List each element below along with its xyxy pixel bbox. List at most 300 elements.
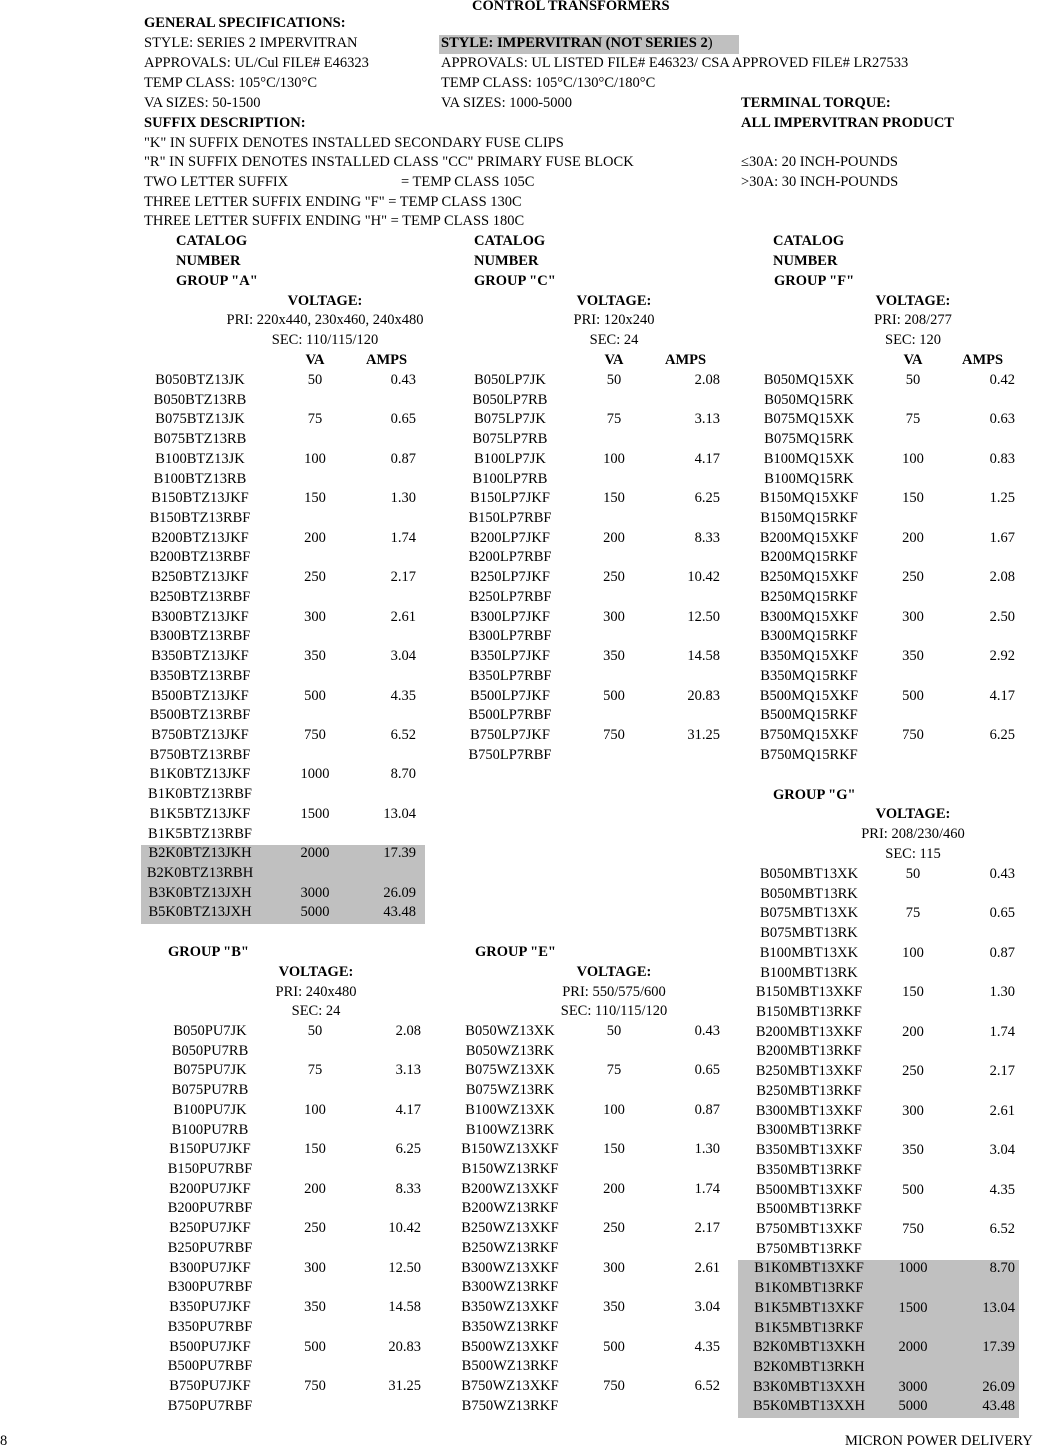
table-row — [0, 785, 1045, 805]
amps-value: 13.04 — [982, 1299, 1015, 1316]
amps-value: 3.13 — [395, 1062, 421, 1079]
table-row — [0, 865, 1045, 885]
torque-line-1: ≤30A: 20 INCH-POUNDS — [741, 154, 898, 170]
table-row — [0, 608, 1045, 628]
va-value: 350 — [603, 648, 625, 665]
spec-right-va: VA SIZES: 1000-5000 — [441, 95, 573, 111]
amps-value: 4.17 — [694, 450, 720, 467]
amps-value: 31.25 — [687, 726, 720, 743]
table-row — [0, 844, 1045, 864]
catalog-number: B1K0BTZ13RBF — [148, 786, 252, 803]
catalog-number: B075MQ15XK — [763, 411, 855, 428]
catalog-number: B350MQ15RKF — [760, 667, 858, 684]
table-row — [0, 1397, 1045, 1417]
va-value: 200 — [304, 529, 326, 546]
va-value: 300 — [603, 608, 625, 625]
amps-value: 0.63 — [989, 411, 1015, 428]
table-row — [0, 1219, 1045, 1239]
catalog-number: B300LP7JKF — [470, 608, 550, 625]
catalog-number: B750MQ15RKF — [760, 746, 858, 763]
amps-value: 2.08 — [989, 569, 1015, 586]
table-row — [0, 568, 1045, 588]
catalog-number: B750MQ15XKF — [759, 726, 859, 743]
table-row — [0, 627, 1045, 647]
catalog-number: B250WZ13XKF — [461, 1220, 559, 1237]
group-c-sec: SEC: 24 — [589, 332, 639, 348]
catalog-number: B750PU7JKF — [169, 1377, 251, 1394]
table-row — [0, 667, 1045, 687]
catalog-number: B500LP7RBF — [468, 707, 552, 724]
voltage-label-g: VOLTAGE: — [875, 806, 951, 822]
catalog-number: B350LP7JKF — [470, 648, 550, 665]
va-value: 3000 — [300, 884, 330, 901]
va-value: 750 — [304, 1377, 326, 1394]
catalog-number: B200LP7JKF — [470, 529, 550, 546]
amps-value: 6.25 — [989, 726, 1015, 743]
group-g-pri: PRI: 208/230/460 — [861, 826, 965, 842]
catalog-number: B100MQ15XK — [763, 450, 855, 467]
table-row — [0, 1022, 1045, 1042]
catalog-number: B350WZ13RKF — [461, 1318, 559, 1335]
table-row — [0, 529, 1045, 549]
amps-value: 0.87 — [390, 450, 416, 467]
suffix-line-r: "R" IN SUFFIX DENOTES INSTALLED CLASS "CC" PRIMARY FUSE BLOCK — [144, 154, 634, 170]
va-value: 500 — [603, 687, 625, 704]
amps-value: 8.33 — [395, 1180, 421, 1197]
catalog-number: B1K0BTZ13JKF — [149, 766, 251, 783]
va-value: 500 — [902, 687, 924, 704]
catalog-number: B150MBT13RKF — [756, 1004, 862, 1021]
catalog-number: B050LP7JK — [474, 372, 546, 388]
va-value: 150 — [603, 490, 625, 507]
table-row — [0, 765, 1045, 785]
amps-value: 0.65 — [989, 905, 1015, 922]
va-value: 350 — [902, 648, 924, 665]
catalog-number: B100MBT13RK — [760, 964, 858, 981]
amps-value: 2.61 — [989, 1102, 1015, 1119]
va-value: 750 — [902, 726, 924, 743]
va-value: 75 — [606, 411, 622, 428]
va-value: 200 — [603, 529, 625, 546]
catalog-number: B750BTZ13JKF — [151, 726, 249, 743]
voltage-label-e: VOLTAGE: — [576, 964, 652, 980]
group-e-label: GROUP "E" — [475, 944, 556, 960]
catalog-number: B150BTZ13JKF — [151, 490, 249, 507]
catalog-number: B2K0MBT13RKH — [753, 1359, 865, 1375]
amps-value: 17.39 — [982, 1339, 1015, 1356]
amps-value: 0.65 — [694, 1062, 720, 1079]
catalog-number: B250LP7JKF — [470, 569, 550, 586]
catalog-number: B200LP7RBF — [468, 549, 552, 566]
catalog-number: B2K0BTZ13RBH — [146, 865, 254, 881]
catalog-number: B250PU7RBF — [167, 1239, 253, 1256]
catalog-number: B075LP7JK — [474, 411, 546, 428]
amps-value: 4.35 — [989, 1181, 1015, 1198]
va-value: 3000 — [898, 1378, 928, 1395]
catalog-number: B150PU7JKF — [169, 1141, 251, 1158]
amps-value: 1.74 — [694, 1180, 720, 1197]
va-value: 200 — [603, 1180, 625, 1197]
amps-value: 2.08 — [395, 1023, 421, 1039]
catalog-number: B750LP7RBF — [468, 746, 552, 763]
amps-value: 1.30 — [989, 984, 1015, 1001]
catalog-number: B350PU7RBF — [167, 1318, 253, 1335]
catalog-number: B750BTZ13RBF — [149, 746, 251, 763]
spec-left-approvals: APPROVALS: UL/Cul FILE# E46323 — [144, 55, 369, 71]
table-row — [0, 687, 1045, 707]
voltage-label-c: VOLTAGE: — [576, 293, 652, 309]
catalog-number: B050WZ13RK — [465, 1042, 555, 1059]
amps-value: 4.35 — [694, 1338, 720, 1355]
catalog-number: B500MQ15RKF — [760, 707, 858, 724]
catalog-number: B075BTZ13RB — [153, 431, 247, 448]
catalog-number: B750LP7JKF — [470, 726, 550, 743]
catalog-number: B250WZ13RKF — [461, 1239, 559, 1256]
va-value: 50 — [606, 1023, 622, 1039]
va-value: 250 — [304, 569, 326, 586]
table-row — [0, 489, 1045, 509]
catalog-number: B300BTZ13JKF — [151, 608, 249, 625]
va-value: 250 — [603, 1220, 625, 1237]
va-header-f: VA — [903, 352, 923, 368]
va-value: 300 — [902, 1102, 924, 1119]
va-value: 100 — [603, 1101, 625, 1118]
catalog-number: B200BTZ13JKF — [151, 529, 249, 546]
catalog-number: B250BTZ13JKF — [151, 569, 249, 586]
amps-value: 2.17 — [989, 1063, 1015, 1080]
catalog-number: B500LP7JKF — [470, 687, 550, 704]
catalog-number: B075WZ13RK — [465, 1082, 555, 1099]
va-value: 750 — [304, 726, 326, 743]
amps-value: 6.25 — [694, 490, 720, 507]
catalog-number: B500MQ15XKF — [759, 687, 859, 704]
catalog-number: B100BTZ13RB — [153, 470, 247, 487]
spec-left-va: VA SIZES: 50-1500 — [144, 95, 261, 111]
amps-value: 1.67 — [989, 529, 1015, 546]
suffix-line-k: "K" IN SUFFIX DENOTES INSTALLED SECONDARY FUSE CLIPS — [144, 135, 564, 151]
amps-value: 26.09 — [982, 1378, 1015, 1395]
table-row — [0, 410, 1045, 430]
va-value: 1000 — [300, 766, 330, 783]
va-value: 50 — [905, 866, 921, 882]
catalog-number: B075PU7JK — [173, 1062, 247, 1079]
catalog-number: B050PU7JK — [173, 1023, 247, 1039]
group-b-label: GROUP "B" — [168, 944, 249, 960]
number-label-a: NUMBER — [176, 253, 241, 269]
table-row — [0, 825, 1045, 845]
va-value: 100 — [304, 450, 326, 467]
amps-value: 12.50 — [388, 1259, 421, 1276]
catalog-number: B200PU7RBF — [167, 1200, 253, 1217]
amps-value: 6.52 — [390, 726, 416, 743]
catalog-number: B350BTZ13JKF — [151, 648, 249, 665]
va-value: 350 — [304, 648, 326, 665]
va-value: 150 — [603, 1141, 625, 1158]
catalog-number: B350MQ15XKF — [759, 648, 859, 665]
table-row — [0, 1121, 1045, 1141]
group-f-label: GROUP "F" — [774, 273, 855, 289]
torque-line-2: >30A: 30 INCH-POUNDS — [741, 174, 899, 190]
catalog-number: B2K0MBT13XKH — [753, 1339, 865, 1356]
catalog-number: B200PU7JKF — [169, 1180, 251, 1197]
catalog-number: B500WZ13XKF — [461, 1338, 559, 1355]
amps-value: 0.43 — [694, 1023, 720, 1039]
catalog-number: B150MQ15XKF — [759, 490, 859, 507]
va-value: 1000 — [898, 1260, 928, 1277]
va-value: 75 — [606, 1062, 622, 1079]
table-row — [0, 371, 1045, 391]
table-row — [0, 904, 1045, 924]
catalog-number: B300PU7RBF — [167, 1279, 253, 1296]
voltage-label-a: VOLTAGE: — [287, 293, 363, 309]
catalog-number: B100LP7RB — [472, 470, 548, 487]
footer-company: MICRON POWER DELIVERY — [845, 1433, 1033, 1449]
catalog-number: B100MBT13XK — [759, 944, 859, 961]
va-value: 200 — [902, 529, 924, 546]
group-e-sec: SEC: 110/115/120 — [560, 1003, 668, 1019]
catalog-number: B1K5BTZ13RBF — [148, 825, 252, 842]
number-label-f: NUMBER — [773, 253, 838, 269]
va-value: 350 — [603, 1299, 625, 1316]
catalog-number: B3K0BTZ13JXH — [148, 884, 252, 901]
amps-value: 8.70 — [989, 1260, 1015, 1277]
catalog-number: B200MQ15XKF — [759, 529, 859, 546]
amps-value: 6.25 — [395, 1141, 421, 1158]
amps-value: 10.42 — [388, 1220, 421, 1237]
amps-value: 6.52 — [694, 1377, 720, 1394]
page-title: CONTROL TRANSFORMERS — [472, 0, 670, 14]
catalog-number: B250MBT13XKF — [755, 1063, 863, 1080]
catalog-number: B350WZ13XKF — [461, 1299, 559, 1316]
va-value: 250 — [304, 1220, 326, 1237]
catalog-number: B500MBT13XKF — [755, 1181, 863, 1198]
table-row — [0, 1140, 1045, 1160]
catalog-number: B1K0MBT13XKF — [754, 1260, 864, 1277]
catalog-number: B350MBT13RKF — [756, 1161, 862, 1178]
amps-header-f: AMPS — [962, 352, 1004, 368]
table-row — [0, 470, 1045, 490]
amps-value: 1.74 — [390, 529, 416, 546]
catalog-number: B150LP7JKF — [470, 490, 550, 507]
table-row — [0, 1160, 1045, 1180]
catalog-number: B750MBT13RKF — [756, 1240, 862, 1257]
spec-left-temp: TEMP CLASS: 105°C/130°C — [144, 75, 318, 91]
catalog-number: B500WZ13RKF — [461, 1358, 559, 1375]
suffix-two-letter: TWO LETTER SUFFIX — [144, 174, 289, 190]
table-row — [0, 548, 1045, 568]
table-row — [0, 1298, 1045, 1318]
amps-value: 2.50 — [989, 608, 1015, 625]
table-row — [0, 1338, 1045, 1358]
table-row — [0, 430, 1045, 450]
va-value: 50 — [307, 1023, 323, 1039]
spec-right-temp: TEMP CLASS: 105°C/130°C/180°C — [441, 75, 656, 91]
catalog-number: B075MBT13XK — [759, 905, 859, 922]
catalog-number: B075MBT13RK — [760, 925, 858, 942]
va-value: 250 — [603, 569, 625, 586]
amps-value: 0.65 — [390, 411, 416, 428]
catalog-number: B1K5MBT13RKF — [754, 1319, 864, 1336]
va-value: 300 — [902, 608, 924, 625]
va-value: 100 — [902, 944, 924, 961]
catalog-number: B750WZ13XKF — [461, 1377, 559, 1394]
table-row — [0, 964, 1045, 984]
catalog-number: B100PU7RB — [171, 1121, 249, 1138]
catalog-number: B050BTZ13RB — [153, 391, 247, 408]
va-value: 500 — [902, 1181, 924, 1198]
catalog-number: B200MQ15RKF — [760, 549, 858, 566]
va-value: 75 — [307, 1062, 323, 1079]
va-value: 200 — [304, 1180, 326, 1197]
catalog-number: B150MQ15RKF — [760, 510, 858, 527]
table-row — [0, 1259, 1045, 1279]
table-row — [0, 983, 1045, 1003]
catalog-number: B300MBT13XKF — [755, 1102, 863, 1119]
catalog-number: B300MQ15RKF — [760, 628, 858, 645]
group-f-pri: PRI: 208/277 — [874, 312, 952, 328]
va-value: 50 — [307, 372, 323, 388]
table-row — [0, 1318, 1045, 1338]
amps-value: 1.74 — [989, 1023, 1015, 1040]
general-specs-heading: GENERAL SPECIFICATIONS: — [144, 15, 346, 31]
catalog-number: B100WZ13XK — [465, 1101, 555, 1118]
va-value: 300 — [603, 1259, 625, 1276]
va-value: 2000 — [300, 845, 330, 862]
table-row — [0, 1278, 1045, 1298]
amps-value: 8.33 — [694, 529, 720, 546]
catalog-number: B200MBT13RKF — [756, 1043, 862, 1060]
catalog-number: B150WZ13RKF — [461, 1161, 559, 1178]
amps-value: 2.61 — [390, 608, 416, 625]
table-row — [0, 1042, 1045, 1062]
catalog-number: B300LP7RBF — [468, 628, 552, 645]
catalog-number: B250PU7JKF — [169, 1220, 251, 1237]
amps-value: 1.25 — [989, 490, 1015, 507]
table-row — [0, 1101, 1045, 1121]
table-row — [0, 391, 1045, 411]
group-a-pri: PRI: 220x440, 230x460, 240x480 — [226, 312, 424, 328]
va-value: 1500 — [898, 1299, 928, 1316]
va-value: 300 — [304, 608, 326, 625]
va-value: 500 — [304, 687, 326, 704]
group-f-sec: SEC: 120 — [885, 332, 941, 348]
amps-value: 0.42 — [989, 372, 1015, 388]
va-value: 100 — [304, 1101, 326, 1118]
catalog-number: B100LP7JK — [474, 450, 546, 467]
catalog-label-c: CATALOG — [474, 233, 546, 249]
catalog-number: B750PU7RBF — [167, 1397, 253, 1414]
catalog-label-f: CATALOG — [773, 233, 845, 249]
catalog-label-a: CATALOG — [176, 233, 248, 249]
va-value: 150 — [902, 490, 924, 507]
va-value: 500 — [304, 1338, 326, 1355]
table-row — [0, 509, 1045, 529]
va-value: 350 — [304, 1299, 326, 1316]
catalog-number: B300PU7JKF — [169, 1259, 251, 1276]
catalog-number: B150LP7RBF — [468, 510, 552, 527]
catalog-number: B1K5BTZ13JKF — [149, 805, 251, 822]
page-number: 8 — [0, 1433, 8, 1449]
catalog-number: B350LP7RBF — [468, 667, 552, 684]
group-c-pri: PRI: 120x240 — [573, 312, 655, 328]
va-value: 150 — [902, 984, 924, 1001]
va-value: 300 — [304, 1259, 326, 1276]
va-header-c: VA — [604, 352, 624, 368]
group-e-pri: PRI: 550/575/600 — [562, 984, 666, 1000]
catalog-number: B2K0BTZ13JKH — [148, 845, 252, 862]
catalog-number: B050MQ15XK — [763, 372, 855, 388]
table-row — [0, 726, 1045, 746]
catalog-number: B100PU7JK — [173, 1101, 247, 1118]
amps-header-a: AMPS — [366, 352, 408, 368]
table-row — [0, 805, 1045, 825]
suffix-three-f: THREE LETTER SUFFIX ENDING "F" = TEMP CLASS 130C — [144, 194, 522, 210]
va-value: 750 — [603, 1377, 625, 1394]
amps-value: 4.17 — [989, 687, 1015, 704]
amps-value: 26.09 — [383, 884, 416, 901]
va-value: 5000 — [300, 904, 330, 921]
table-row — [0, 1003, 1045, 1023]
group-a-sec: SEC: 110/115/120 — [271, 332, 379, 348]
table-row — [0, 1199, 1045, 1219]
amps-value: 0.87 — [989, 944, 1015, 961]
table-row — [0, 647, 1045, 667]
amps-header-c: AMPS — [665, 352, 707, 368]
catalog-number: B750MBT13XKF — [755, 1220, 863, 1237]
catalog-number: B500MBT13RKF — [756, 1201, 862, 1218]
group-a-label: GROUP "A" — [176, 273, 258, 289]
catalog-number: B075WZ13XK — [465, 1062, 555, 1079]
catalog-number: B200BTZ13RBF — [149, 549, 251, 566]
amps-value: 14.58 — [687, 648, 720, 665]
amps-value: 2.08 — [694, 372, 720, 388]
amps-value: 6.52 — [989, 1220, 1015, 1237]
catalog-number: B200WZ13RKF — [461, 1200, 559, 1217]
group-g-sec: SEC: 115 — [885, 846, 941, 862]
va-value: 100 — [603, 450, 625, 467]
va-value: 150 — [304, 490, 326, 507]
va-value: 75 — [905, 905, 921, 922]
suffix-three-h: THREE LETTER SUFFIX ENDING "H" = TEMP CLASS 180C — [144, 213, 525, 229]
amps-value: 13.04 — [383, 805, 416, 822]
amps-value: 2.17 — [390, 569, 416, 586]
catalog-number: B050PU7RB — [171, 1042, 249, 1059]
catalog-number: B150WZ13XKF — [461, 1141, 559, 1158]
number-label-c: NUMBER — [474, 253, 539, 269]
va-value: 250 — [902, 569, 924, 586]
table-row — [0, 588, 1045, 608]
catalog-number: B100MQ15RK — [764, 470, 854, 487]
table-row — [0, 1377, 1045, 1397]
spec-right-approvals: APPROVALS: UL LISTED FILE# E46323/ CSA APPROVED FILE# LR27533 — [441, 55, 909, 71]
amps-value: 3.04 — [989, 1142, 1015, 1159]
table-row — [0, 885, 1045, 905]
suffix-heading: SUFFIX DESCRIPTION: — [144, 115, 306, 131]
catalog-number: B750WZ13RKF — [461, 1397, 559, 1414]
table-row — [0, 1239, 1045, 1259]
va-value: 75 — [905, 411, 921, 428]
amps-value: 43.48 — [982, 1398, 1015, 1415]
group-c-label: GROUP "C" — [474, 273, 556, 289]
catalog-number: B050MQ15RK — [764, 391, 854, 408]
amps-value: 3.04 — [390, 648, 416, 665]
catalog-number: B150BTZ13RBF — [149, 510, 251, 527]
catalog-number: B250MQ15RKF — [760, 588, 858, 605]
catalog-number: B050LP7RB — [472, 391, 548, 408]
catalog-number: B075MQ15RK — [764, 431, 854, 448]
catalog-number: B250MQ15XKF — [759, 569, 859, 586]
va-value: 500 — [603, 1338, 625, 1355]
